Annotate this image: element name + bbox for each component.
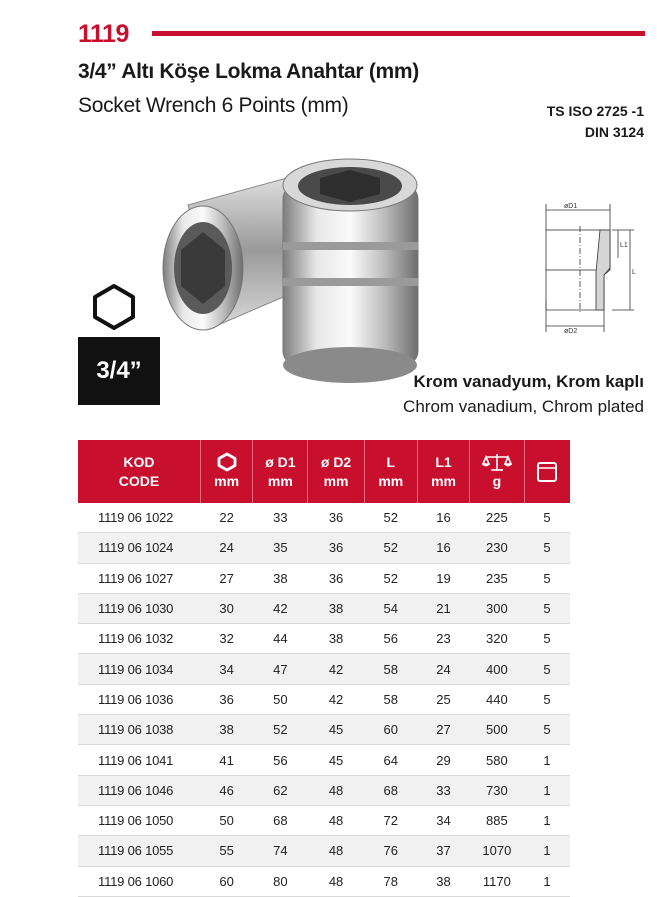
cell-l1: 24 bbox=[417, 654, 469, 684]
socket-photo bbox=[148, 150, 438, 385]
cell-code: 1119 06 1022 bbox=[78, 503, 200, 533]
cell-d1: 62 bbox=[253, 775, 308, 805]
cell-hex-size: 38 bbox=[200, 715, 252, 745]
header-hex bbox=[200, 440, 252, 503]
title-turkish: 3/4” Altı Köşe Lokma Anahtar (mm) bbox=[78, 60, 419, 83]
cell-weight: 1170 bbox=[470, 866, 524, 896]
cell-hex-size: 24 bbox=[200, 533, 252, 563]
cell-hex-size: 34 bbox=[200, 654, 252, 684]
cell-hex-size: 22 bbox=[200, 503, 252, 533]
cell-d1: 33 bbox=[253, 503, 308, 533]
cell-weight: 885 bbox=[470, 805, 524, 835]
table-row bbox=[78, 624, 570, 654]
cell-l1: 29 bbox=[417, 745, 469, 775]
l-label: L bbox=[632, 269, 636, 276]
table-row bbox=[78, 866, 570, 896]
cell-code: 1119 06 1038 bbox=[78, 715, 200, 745]
title-english: Socket Wrench 6 Points (mm) bbox=[78, 94, 349, 117]
header-hex-unit: mm bbox=[214, 473, 240, 489]
standard-din: DIN 3124 bbox=[584, 124, 644, 140]
l1-label: L1 bbox=[620, 242, 628, 249]
table-row bbox=[78, 836, 570, 866]
cell-code: 1119 06 1055 bbox=[78, 836, 200, 866]
cell-hex-size: 60 bbox=[200, 866, 252, 896]
cell-l: 52 bbox=[364, 563, 417, 593]
cell-weight: 400 bbox=[470, 654, 524, 684]
cell-hex-size: 55 bbox=[200, 836, 252, 866]
table-row bbox=[78, 684, 570, 714]
cell-d1: 52 bbox=[253, 715, 308, 745]
cell-weight: 580 bbox=[470, 745, 524, 775]
cell-l: 72 bbox=[364, 805, 417, 835]
cell-hex-size: 30 bbox=[200, 593, 252, 623]
header-weight-unit: g bbox=[492, 473, 502, 489]
header-l-label: L bbox=[386, 453, 396, 470]
cell-l: 76 bbox=[364, 836, 417, 866]
cell-d2: 48 bbox=[308, 805, 364, 835]
cell-pack-qty: 1 bbox=[524, 866, 570, 896]
cell-weight: 1070 bbox=[470, 836, 524, 866]
technical-drawing bbox=[540, 200, 640, 335]
cell-l1: 38 bbox=[417, 866, 469, 896]
cell-pack-qty: 5 bbox=[524, 533, 570, 563]
header-rule bbox=[152, 31, 645, 36]
cell-l1: 25 bbox=[417, 684, 469, 714]
cell-pack-qty: 5 bbox=[524, 715, 570, 745]
cell-d2: 48 bbox=[308, 866, 364, 896]
table-row bbox=[78, 775, 570, 805]
cell-l: 60 bbox=[364, 715, 417, 745]
cell-pack-qty: 5 bbox=[524, 654, 570, 684]
header-l1-unit: mm bbox=[431, 472, 456, 489]
cell-code: 1119 06 1030 bbox=[78, 593, 200, 623]
cell-l1: 23 bbox=[417, 624, 469, 654]
cell-hex-size: 50 bbox=[200, 805, 252, 835]
cell-d1: 47 bbox=[253, 654, 308, 684]
cell-d2: 42 bbox=[308, 654, 364, 684]
cell-code: 1119 06 1060 bbox=[78, 866, 200, 896]
table-row bbox=[78, 503, 570, 533]
cell-pack-qty: 1 bbox=[524, 775, 570, 805]
cell-code: 1119 06 1034 bbox=[78, 654, 200, 684]
header-d2-unit: mm bbox=[323, 472, 349, 489]
cell-l: 52 bbox=[364, 533, 417, 563]
product-code: 1119 bbox=[78, 20, 129, 48]
cell-l: 58 bbox=[364, 684, 417, 714]
cell-d2: 38 bbox=[308, 593, 364, 623]
table-row bbox=[78, 715, 570, 745]
cell-code: 1119 06 1024 bbox=[78, 533, 200, 563]
cell-weight: 230 bbox=[470, 533, 524, 563]
cell-l1: 16 bbox=[417, 533, 469, 563]
cell-d2: 45 bbox=[308, 745, 364, 775]
cell-d2: 36 bbox=[308, 563, 364, 593]
cell-weight: 225 bbox=[470, 503, 524, 533]
product-table bbox=[78, 440, 570, 897]
cell-hex-size: 32 bbox=[200, 624, 252, 654]
cell-code: 1119 06 1036 bbox=[78, 684, 200, 714]
cell-d1: 56 bbox=[253, 745, 308, 775]
header-d1-label: ø D1 bbox=[265, 453, 296, 470]
cell-l: 58 bbox=[364, 654, 417, 684]
header-kod-label: KOD bbox=[123, 453, 155, 470]
cell-d1: 38 bbox=[253, 563, 308, 593]
cell-d2: 36 bbox=[308, 533, 364, 563]
table-header-row bbox=[78, 440, 570, 503]
cell-d2: 42 bbox=[308, 684, 364, 714]
table-row bbox=[78, 805, 570, 835]
cell-l1: 19 bbox=[417, 563, 469, 593]
standard-ts-iso: TS ISO 2725 -1 bbox=[546, 103, 644, 119]
cell-code: 1119 06 1032 bbox=[78, 624, 200, 654]
d2-label: øD2 bbox=[564, 328, 578, 335]
header-d1-unit: mm bbox=[267, 472, 293, 489]
table-row bbox=[78, 533, 570, 563]
package-box-icon bbox=[535, 460, 559, 484]
header-d2-label: ø D2 bbox=[320, 453, 352, 470]
cell-d1: 42 bbox=[253, 593, 308, 623]
hexagon-icon bbox=[216, 452, 238, 472]
cell-d1: 50 bbox=[253, 684, 308, 714]
cell-l1: 27 bbox=[417, 715, 469, 745]
header-d1 bbox=[253, 440, 308, 503]
cell-d2: 45 bbox=[308, 715, 364, 745]
cell-pack-qty: 1 bbox=[524, 745, 570, 775]
cell-d1: 44 bbox=[253, 624, 308, 654]
cell-pack-qty: 5 bbox=[524, 684, 570, 714]
material-english: Chrom vanadium, Chrom plated bbox=[403, 397, 644, 416]
front-socket bbox=[283, 159, 418, 383]
cell-d2: 38 bbox=[308, 624, 364, 654]
header-l1 bbox=[417, 440, 469, 503]
scale-icon bbox=[482, 452, 512, 472]
drive-size-badge: 3/4” bbox=[78, 337, 160, 405]
cell-hex-size: 27 bbox=[200, 563, 252, 593]
cell-l1: 16 bbox=[417, 503, 469, 533]
cell-l: 52 bbox=[364, 503, 417, 533]
cell-l1: 33 bbox=[417, 775, 469, 805]
cell-code: 1119 06 1041 bbox=[78, 745, 200, 775]
table-row bbox=[78, 563, 570, 593]
header-code-label: CODE bbox=[118, 472, 160, 489]
cell-hex-size: 36 bbox=[200, 684, 252, 714]
table-row bbox=[78, 593, 570, 623]
header-l bbox=[364, 440, 417, 503]
cell-weight: 500 bbox=[470, 715, 524, 745]
cell-hex-size: 41 bbox=[200, 745, 252, 775]
table-row bbox=[78, 745, 570, 775]
header-l-unit: mm bbox=[378, 472, 404, 489]
cell-weight: 300 bbox=[470, 593, 524, 623]
cell-pack-qty: 5 bbox=[524, 503, 570, 533]
cell-l1: 34 bbox=[417, 805, 469, 835]
cell-pack-qty: 1 bbox=[524, 805, 570, 835]
header-pack bbox=[524, 440, 570, 503]
cell-d1: 35 bbox=[253, 533, 308, 563]
cell-weight: 320 bbox=[470, 624, 524, 654]
cell-l1: 37 bbox=[417, 836, 469, 866]
header-l1-label: L1 bbox=[435, 453, 452, 470]
cell-pack-qty: 5 bbox=[524, 624, 570, 654]
cell-pack-qty: 5 bbox=[524, 563, 570, 593]
cell-code: 1119 06 1027 bbox=[78, 563, 200, 593]
cell-pack-qty: 1 bbox=[524, 836, 570, 866]
cell-code: 1119 06 1050 bbox=[78, 805, 200, 835]
cell-weight: 440 bbox=[470, 684, 524, 714]
cell-d2: 36 bbox=[308, 503, 364, 533]
cell-weight: 235 bbox=[470, 563, 524, 593]
header-weight bbox=[470, 440, 524, 503]
cell-d2: 48 bbox=[308, 836, 364, 866]
d1-label: øD1 bbox=[564, 203, 578, 210]
cell-l: 68 bbox=[364, 775, 417, 805]
cell-d2: 48 bbox=[308, 775, 364, 805]
cell-l1: 21 bbox=[417, 593, 469, 623]
cell-l: 54 bbox=[364, 593, 417, 623]
cell-d1: 74 bbox=[253, 836, 308, 866]
cell-d1: 68 bbox=[253, 805, 308, 835]
cell-code: 1119 06 1046 bbox=[78, 775, 200, 805]
table-row bbox=[78, 654, 570, 684]
cell-hex-size: 46 bbox=[200, 775, 252, 805]
cell-weight: 730 bbox=[470, 775, 524, 805]
cell-l: 56 bbox=[364, 624, 417, 654]
cell-l: 78 bbox=[364, 866, 417, 896]
header-kod bbox=[78, 440, 200, 503]
cell-pack-qty: 5 bbox=[524, 593, 570, 623]
header-d2 bbox=[308, 440, 364, 503]
product-table-body bbox=[78, 503, 570, 896]
cell-l: 64 bbox=[364, 745, 417, 775]
cell-d1: 80 bbox=[253, 866, 308, 896]
material-turkish: Krom vanadyum, Krom kaplı bbox=[413, 372, 644, 391]
hexagon-icon bbox=[90, 283, 138, 331]
